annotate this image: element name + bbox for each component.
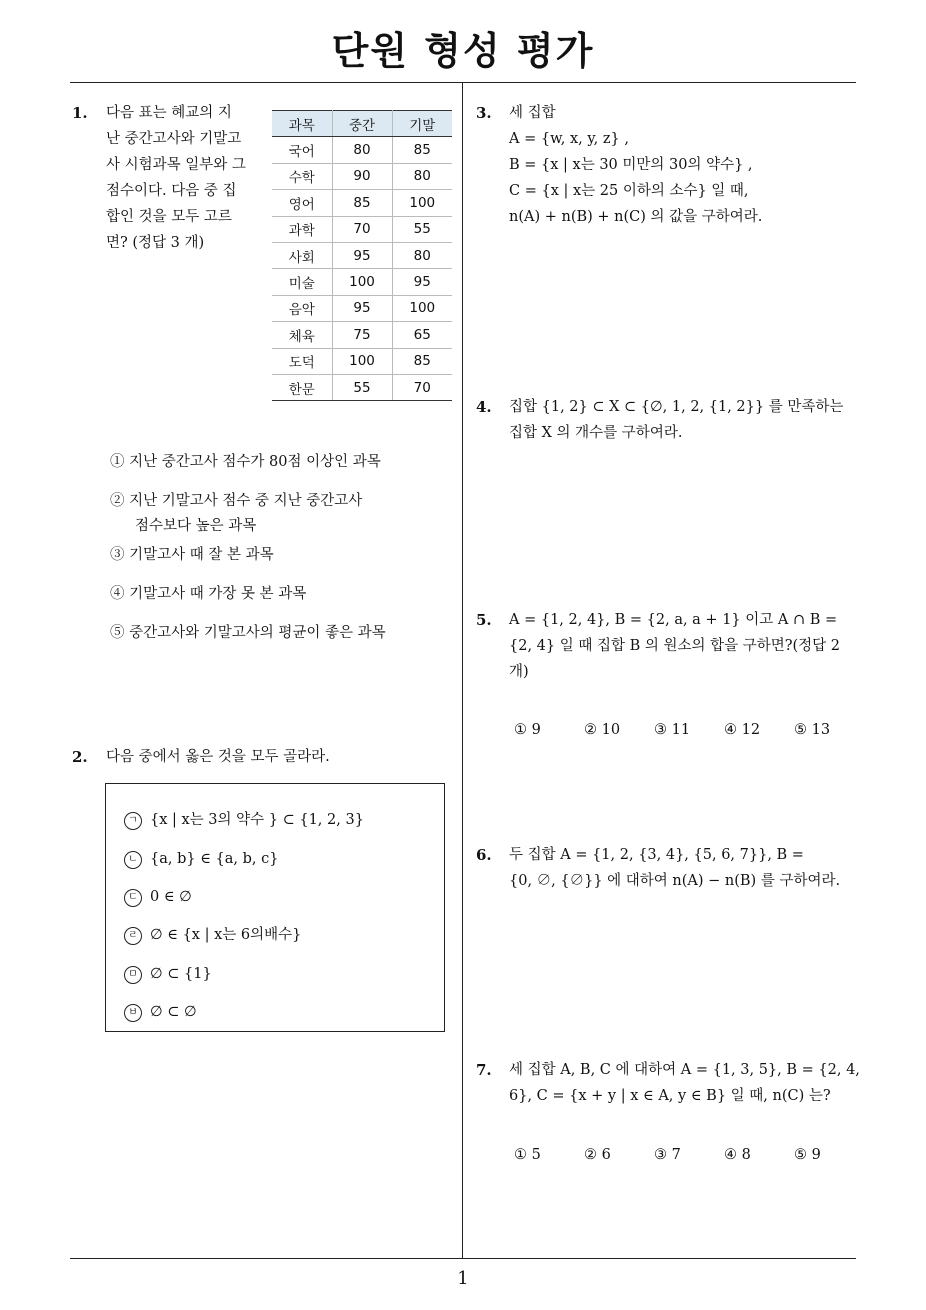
- question-2-text: 다음 중에서 옳은 것을 모두 골라라.: [106, 749, 330, 765]
- question-3-line: B = {x | x는 30 미만의 30의 약수} ,: [509, 157, 753, 173]
- table-cell: 85: [332, 190, 392, 216]
- table-cell: 55: [332, 374, 392, 400]
- question-3-line: A = {w, x, y, z} ,: [509, 131, 629, 147]
- question-7-choice-2[interactable]: ② 6: [584, 1147, 611, 1163]
- table-cell: 75: [332, 322, 392, 348]
- question-5-choice-1[interactable]: ① 9: [514, 722, 541, 738]
- question-1-option-4[interactable]: ④ 기말고사 때 가장 못 본 과목: [110, 586, 307, 602]
- table-cell: 도덕: [272, 348, 332, 374]
- question-3-text: [509, 100, 762, 230]
- statement-item[interactable]: [124, 1000, 197, 1024]
- table-cell: 80: [392, 163, 452, 189]
- table-row: [272, 374, 452, 400]
- table-row: [272, 269, 452, 295]
- table-cell: 100: [392, 295, 452, 321]
- question-7-text: [509, 1057, 860, 1109]
- question-5-text: [509, 607, 840, 685]
- table-cell: 100: [332, 269, 392, 295]
- question-4-number: 4.: [476, 398, 492, 416]
- question-4-line: 집합 {1, 2} ⊂ X ⊂ {∅, 1, 2, {1, 2}} 를 만족하는: [509, 399, 844, 415]
- question-1-line: 합인 것을 모두 고르: [106, 209, 232, 225]
- question-2-number: 2.: [72, 748, 88, 766]
- question-4-line: 집합 X 의 개수를 구하여라.: [509, 425, 683, 441]
- question-1-line: 점수이다. 다음 중 집: [106, 183, 237, 199]
- question-1-number: 1.: [72, 104, 88, 122]
- question-7-choice-4[interactable]: ④ 8: [724, 1147, 751, 1163]
- table-cell: 95: [332, 295, 392, 321]
- table-cell: 국어: [272, 137, 332, 163]
- question-7-choice-1[interactable]: ① 5: [514, 1147, 541, 1163]
- table-cell: 체육: [272, 322, 332, 348]
- question-7-line: 6}, C = {x + y | x ∈ A, y ∈ B} 일 때, n(C) 는?: [509, 1088, 831, 1104]
- question-3-line: n(A) + n(B) + n(C) 의 값을 구하여라.: [509, 209, 763, 225]
- header-rule: [70, 82, 856, 83]
- statement-item[interactable]: [124, 923, 301, 947]
- statement-text: 0 ∈ ∅: [150, 889, 192, 905]
- question-5-choice-5[interactable]: ⑤ 13: [794, 722, 831, 738]
- table-row: [272, 295, 452, 321]
- table-row: [272, 348, 452, 374]
- statement-marker: ㅁ: [124, 966, 142, 984]
- question-1-line: 면? (정답 3 개): [106, 235, 205, 251]
- table-cell: 100: [332, 348, 392, 374]
- table-cell: 100: [392, 190, 452, 216]
- table-row: [272, 137, 452, 163]
- question-4-text: [509, 394, 843, 446]
- question-5-number: 5.: [476, 611, 492, 629]
- table-cell: 95: [332, 242, 392, 268]
- table-cell: 65: [392, 322, 452, 348]
- table-cell: 과학: [272, 216, 332, 242]
- table-cell: 영어: [272, 190, 332, 216]
- table-row: [272, 216, 452, 242]
- table-header: 중간: [332, 111, 392, 137]
- page-number: 1: [457, 1268, 469, 1289]
- table-cell: 85: [392, 137, 452, 163]
- statement-text: ∅ ∈ {x | x는 6의배수}: [150, 927, 302, 943]
- statement-marker: ㄹ: [124, 927, 142, 945]
- statement-text: {a, b} ∈ {a, b, c}: [150, 851, 279, 867]
- question-7-number: 7.: [476, 1061, 492, 1079]
- question-1-line: 난 중간고사와 기말고: [106, 131, 242, 147]
- table-row: [272, 163, 452, 189]
- table-cell: 한문: [272, 374, 332, 400]
- table-header: 과목: [272, 111, 332, 137]
- question-5-line: 개): [509, 664, 529, 680]
- statement-item[interactable]: [124, 885, 192, 909]
- table-cell: 90: [332, 163, 392, 189]
- question-1-text: [106, 100, 246, 256]
- table-cell: 사회: [272, 242, 332, 268]
- statement-text: ∅ ⊂ ∅: [150, 1004, 197, 1020]
- table-cell: 80: [332, 137, 392, 163]
- table-cell: 미술: [272, 269, 332, 295]
- table-cell: 55: [392, 216, 452, 242]
- question-5-line: {2, 4} 일 때 집합 B 의 원소의 합을 구하면?(정답 2: [509, 638, 841, 654]
- table-row: [272, 190, 452, 216]
- statement-item[interactable]: [124, 847, 278, 871]
- table-cell: 수학: [272, 163, 332, 189]
- table-header-row: [272, 111, 452, 137]
- table-cell: 70: [392, 374, 452, 400]
- question-6-line: {0, ∅, {∅}} 에 대하여 n(A) − n(B) 를 구하여라.: [509, 873, 841, 889]
- question-3-line: C = {x | x는 25 이하의 소수} 일 때,: [509, 183, 749, 199]
- question-6-number: 6.: [476, 846, 492, 864]
- page-title: 단원 형성 평가: [331, 29, 595, 73]
- question-3-number: 3.: [476, 104, 492, 122]
- question-1-line: 사 시험과목 일부와 그: [106, 157, 246, 173]
- table-cell: 85: [392, 348, 452, 374]
- question-6-line: 두 집합 A = {1, 2, {3, 4}, {5, 6, 7}}, B =: [509, 847, 804, 863]
- question-1-option-5[interactable]: ⑤ 중간고사와 기말고사의 평균이 좋은 과목: [110, 625, 386, 641]
- statement-marker: ㄷ: [124, 889, 142, 907]
- table-row: [272, 322, 452, 348]
- column-divider: [462, 83, 463, 1258]
- score-table: [272, 110, 452, 401]
- question-3-line: 세 집합: [509, 105, 556, 121]
- question-1-option-3[interactable]: ③ 기말고사 때 잘 본 과목: [110, 547, 274, 563]
- statement-text: {x | x는 3의 약수 } ⊂ {1, 2, 3}: [150, 812, 364, 828]
- table-cell: 80: [392, 242, 452, 268]
- question-1-option-2[interactable]: ② 지난 기말고사 점수 중 지난 중간고사: [110, 493, 363, 509]
- question-7-choice-3[interactable]: ③ 7: [654, 1147, 681, 1163]
- table-header: 기말: [392, 111, 452, 137]
- question-6-text: [509, 842, 840, 894]
- question-5-choice-3[interactable]: ③ 11: [654, 722, 691, 738]
- question-7-line: 세 집합 A, B, C 에 대하여 A = {1, 3, 5}, B = {2, 4,: [509, 1062, 860, 1078]
- table-cell: 음악: [272, 295, 332, 321]
- statement-item[interactable]: [124, 808, 364, 832]
- statement-marker: ㅂ: [124, 1004, 142, 1022]
- question-5-choice-4[interactable]: ④ 12: [724, 722, 761, 738]
- question-2-statement-box: [105, 783, 445, 1032]
- question-5-choice-2[interactable]: ② 10: [584, 722, 621, 738]
- question-1-option-2-cont: 점수보다 높은 과목: [135, 518, 257, 534]
- statement-marker: ㄱ: [124, 812, 142, 830]
- statement-marker: ㄴ: [124, 851, 142, 869]
- statement-item[interactable]: [124, 962, 212, 986]
- question-1-option-1[interactable]: ① 지난 중간고사 점수가 80점 이상인 과목: [110, 454, 381, 470]
- question-1-line: 다음 표는 혜교의 지: [106, 105, 232, 121]
- table-cell: 95: [392, 269, 452, 295]
- table-row: [272, 242, 452, 268]
- question-5-line: A = {1, 2, 4}, B = {2, a, a + 1} 이고 A ∩ B =: [509, 612, 838, 628]
- statement-text: ∅ ⊂ {1}: [150, 966, 212, 982]
- table-cell: 70: [332, 216, 392, 242]
- question-7-choice-5[interactable]: ⑤ 9: [794, 1147, 821, 1163]
- footer-rule: [70, 1258, 856, 1259]
